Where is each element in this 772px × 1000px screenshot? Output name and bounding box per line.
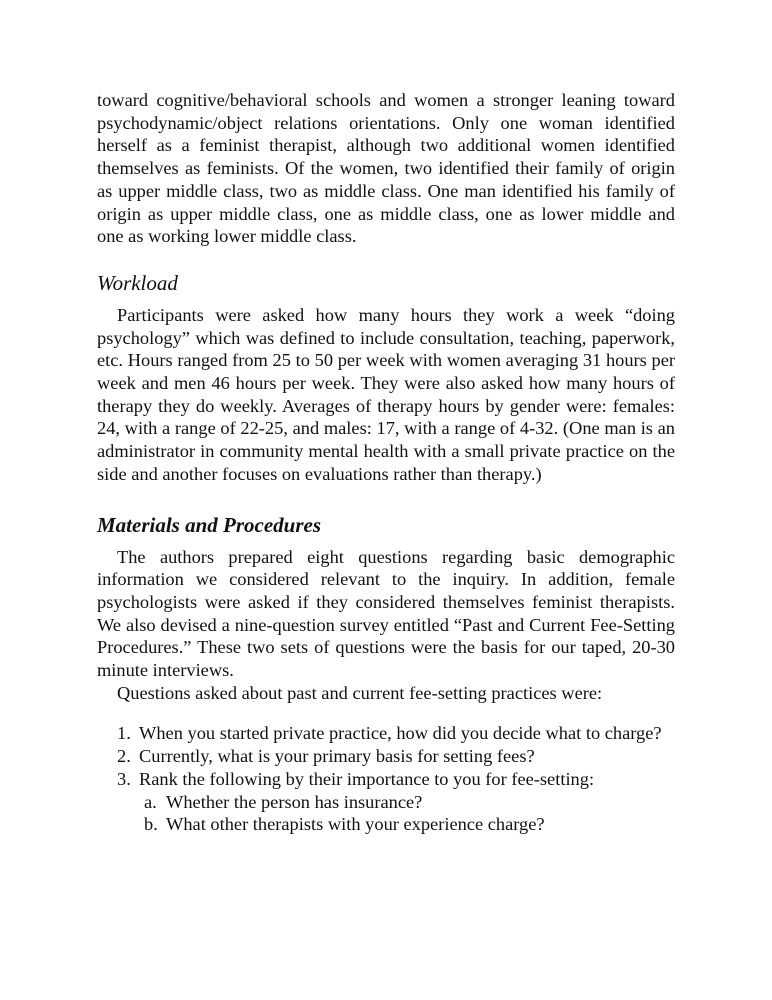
sub-items-list (139, 791, 675, 836)
materials-paragraph: The authors prepared eight questions regarding basic demographic information we considered relevant to the inquiry. In addition, female psychologists were asked if they considered themselves feminist therapists. We also devised a nine-question survey entitled “Past and Current Fee-Setting Procedures.” These two sets of questions were the basis for our taped, 20-30 minute interviews. (97, 546, 675, 681)
question-item (97, 768, 675, 836)
question-text: When you started private practice, how did you decide what to charge? (139, 723, 662, 744)
sub-item-letter: a. (144, 791, 157, 812)
sub-item-letter: b. (144, 814, 158, 835)
document-page (97, 89, 675, 836)
question-text: Rank the following by their importance to you for fee-setting: (139, 768, 595, 789)
question-item (97, 745, 675, 768)
workload-heading: Workload (97, 270, 178, 295)
question-number: 2. (117, 746, 131, 767)
sub-item-text: What other therapists with your experience charge? (166, 814, 545, 835)
question-number: 3. (117, 768, 131, 789)
sub-item-text: Whether the person has insurance? (166, 791, 423, 812)
questions-list (97, 722, 675, 836)
questions-intro: Questions asked about past and current fee-setting practices were: (117, 682, 603, 703)
question-number: 1. (117, 723, 131, 744)
sub-item (139, 813, 675, 836)
question-item (97, 722, 675, 745)
workload-paragraph: Participants were asked how many hours they work a week “doing psychology” which was defined to include consultation, teaching, paperwork, etc. Hours ranged from 25 to 50 per week with women averaging 31 hours per week and men 46 hours per week. They were also asked how many hours of therapy they do weekly. Averages of therapy hours by gender were: females: 24, with a range of 22-25, and males: 17, with a range of 4-32. (One man is an administrator in community mental health with a small private practice on the side and another focuses on evaluations rather than therapy.) (97, 304, 675, 484)
sub-item (139, 791, 675, 814)
question-text: Currently, what is your primary basis for setting fees? (139, 746, 535, 767)
materials-heading: Materials and Procedures (97, 512, 322, 537)
intro-paragraph: toward cognitive/behavioral schools and women a stronger leaning toward psychodynamic/object relations orientations. Only one woman identified herself as a feminist therapist, although two additional women identified themselves as feminists. Of the women, two identified their family of origin as upper middle class, two as middle class. One man identified his family of origin as upper middle class, one as middle class, one as lower middle and one as working lower middle class. (97, 90, 675, 247)
